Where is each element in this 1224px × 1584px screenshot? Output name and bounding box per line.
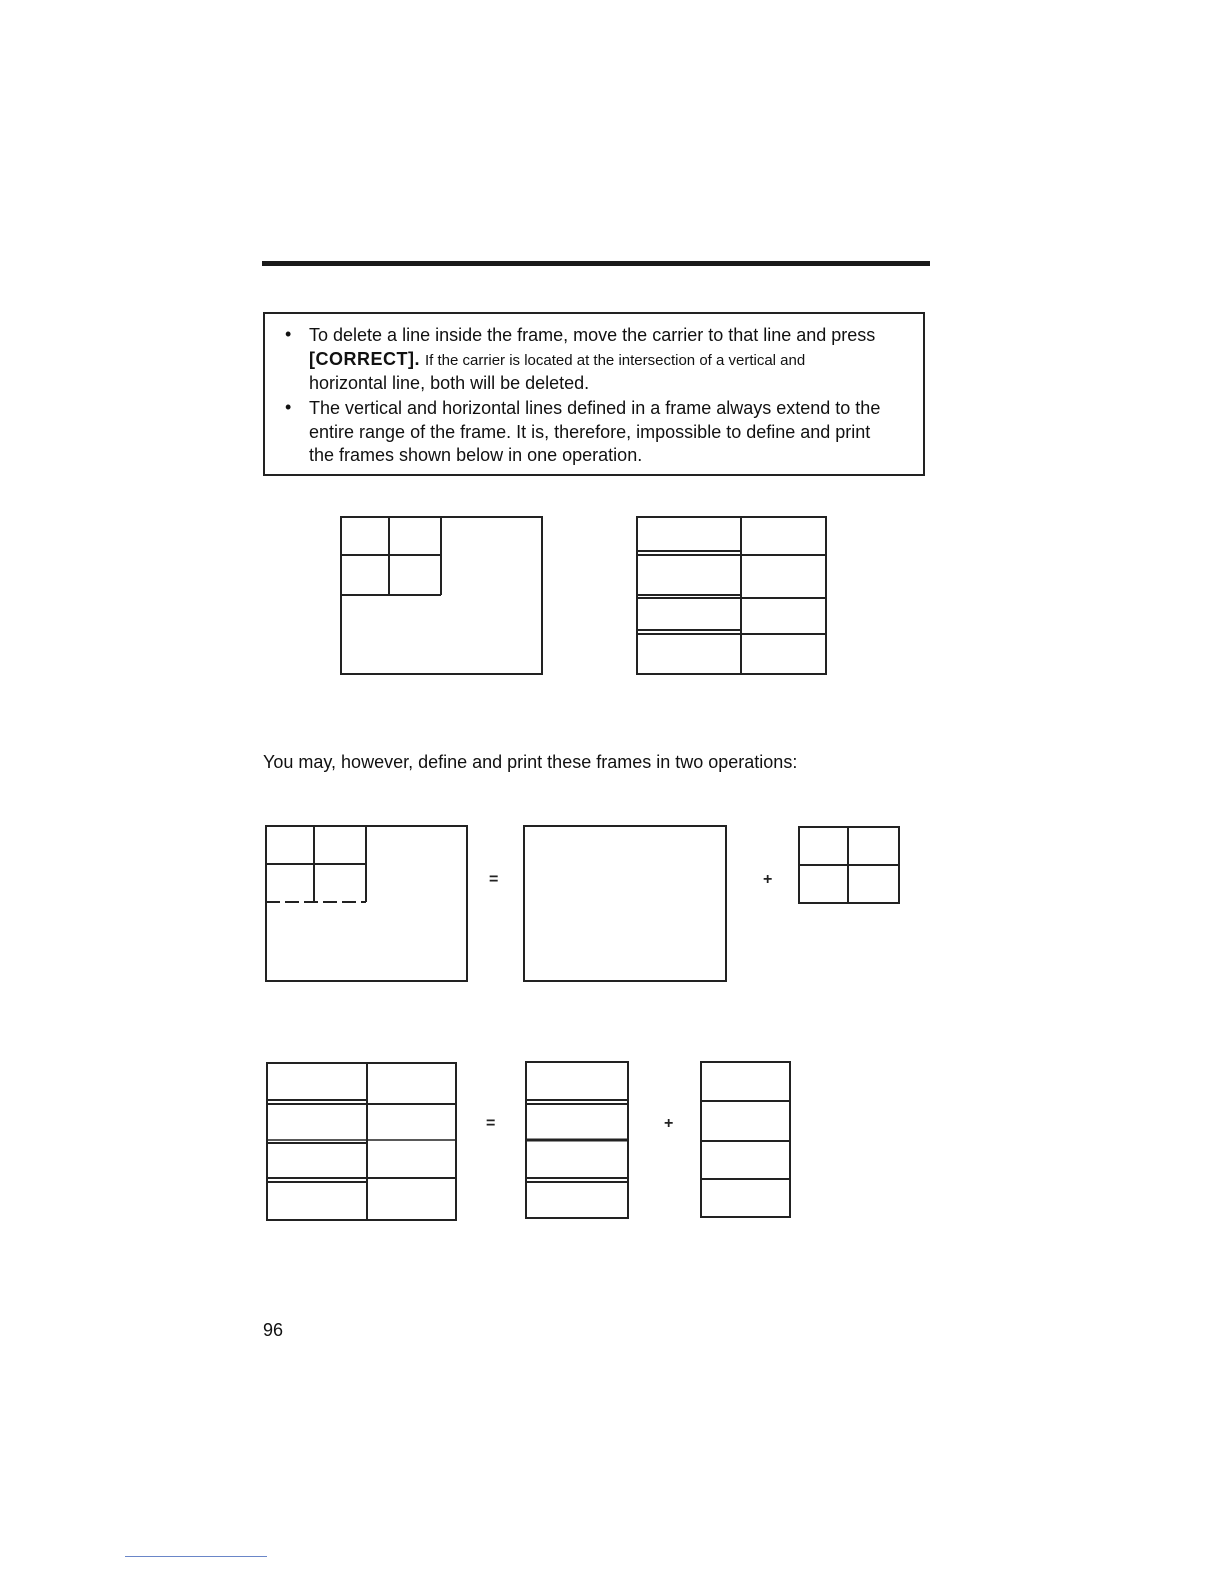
- note-line: the frames shown below in one operation.: [309, 445, 643, 465]
- example-frame-grid-corner: [341, 517, 542, 674]
- note-line: To delete a line inside the frame, move the carrier to that line and press: [309, 325, 876, 345]
- page-number: 96: [263, 1320, 284, 1340]
- note-line: entire range of the frame. It is, therefore, impossible to define and print: [309, 421, 871, 442]
- outer-frame-only: [524, 826, 726, 981]
- bullet-marker: •: [285, 397, 292, 417]
- right-column-frame: [701, 1062, 790, 1217]
- plus-sign: +: [763, 871, 773, 888]
- bullet-marker: •: [285, 324, 292, 344]
- grid-frame-only: [799, 827, 899, 903]
- note-line: horizontal line, both will be deleted.: [309, 373, 590, 393]
- note-line-small: If the carrier is located at the intersection of a vertical and: [425, 351, 806, 369]
- equals-sign: =: [486, 1115, 496, 1132]
- example-frame-offset-rows: [637, 517, 826, 674]
- correct-key-label: [CORRECT].: [309, 348, 420, 369]
- note-line: The vertical and horizontal lines defined in a frame always extend to the: [309, 398, 881, 418]
- plus-sign: +: [664, 1115, 674, 1132]
- combined-frame-grid-corner: [266, 826, 467, 981]
- footer-rule: [125, 1556, 267, 1557]
- intro-text: You may, however, define and print these frames in two operations:: [263, 752, 798, 772]
- left-column-frame: [526, 1062, 628, 1218]
- equals-sign: =: [489, 871, 499, 888]
- combined-frame-offset-rows: [267, 1063, 456, 1220]
